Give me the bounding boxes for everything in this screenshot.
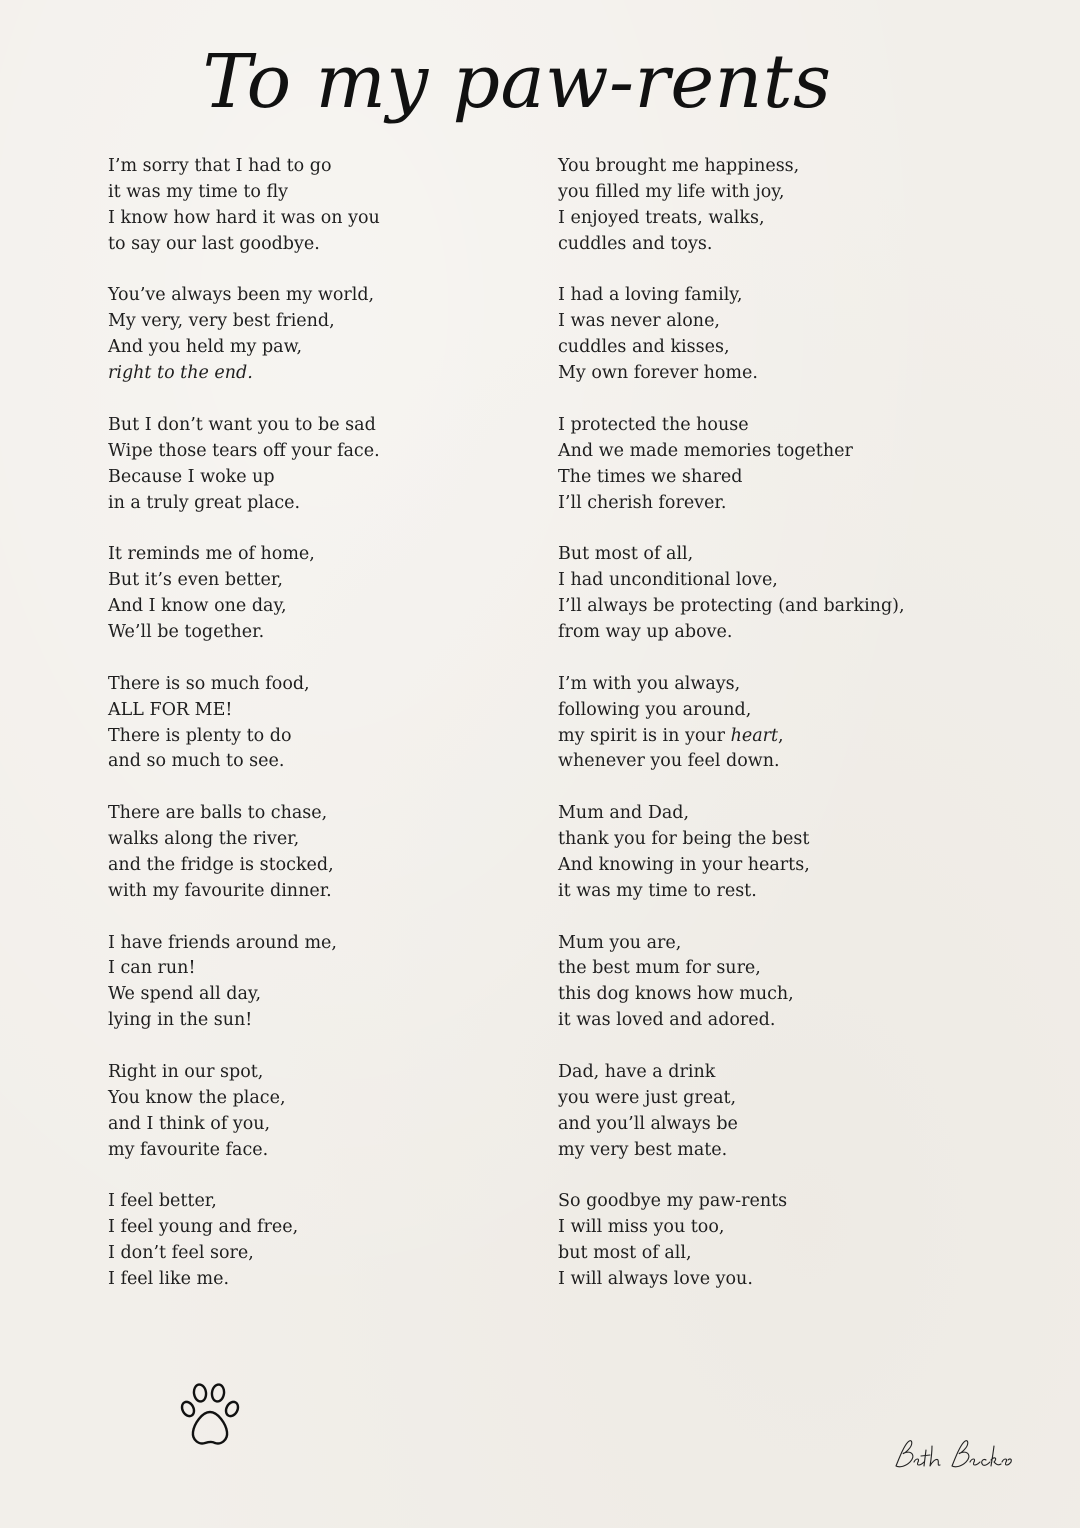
poem-line: You brought me happiness, (558, 156, 800, 176)
stanza (108, 672, 548, 776)
stanza (558, 672, 958, 776)
poem-line: But most of all, (558, 544, 694, 565)
poem-line: and you’ll always be (558, 1113, 738, 1134)
stanza (558, 801, 958, 905)
poem-line: I will always love you. (558, 1269, 753, 1290)
stanza (108, 542, 548, 646)
poem-line: I have friends around me, (108, 932, 337, 953)
poem-line: I had a loving family, (558, 285, 743, 306)
poem-line: And I know one day, (108, 596, 287, 617)
poem-line: There are balls to chase, (108, 803, 328, 824)
poem-line: And you held my paw, (108, 337, 303, 358)
poem-line: I don’t feel sore, (108, 1243, 254, 1264)
poem-line: So goodbye my paw-rents (558, 1191, 788, 1212)
right-column (558, 154, 958, 1319)
poem-line: my very best mate. (558, 1139, 728, 1160)
poem-line: it was my time to rest. (558, 880, 757, 901)
poem-line: it was loved and adored. (558, 1010, 776, 1031)
poem-line: but most of all, (558, 1243, 692, 1264)
poem-line: following you around, (558, 699, 752, 720)
stanza (108, 1060, 548, 1164)
poem-line: in a truly great place. (108, 492, 301, 513)
poem-line: Wipe those tears off your face. (108, 440, 380, 461)
stanza (558, 413, 958, 517)
stanza (108, 283, 548, 387)
poem-line: I can run! (108, 958, 196, 979)
poem-line: I know how hard it was on you (108, 207, 380, 228)
poem-line: But it’s even better, (108, 570, 283, 591)
poem-line: And knowing in your hearts, (558, 854, 810, 875)
poem-line: I will miss you too, (558, 1217, 725, 1238)
stanza (108, 1189, 548, 1293)
poem-line: You’ve always been my world, (108, 285, 375, 306)
poem-line: Dad, have a drink (558, 1061, 716, 1082)
poem-line: My own forever home. (558, 363, 758, 384)
poem-line: There is so much food, (108, 673, 310, 694)
stanza (558, 1060, 958, 1164)
poem-line: I feel young and free, (108, 1217, 299, 1238)
poem-line: thank you for being the best (558, 829, 810, 850)
stanza (558, 283, 958, 387)
poem-line: to say our last goodbye. (108, 233, 320, 254)
paw-print-icon (180, 1382, 244, 1448)
poem-line: cuddles and toys. (558, 233, 713, 254)
poem-line: this dog knows how much, (558, 984, 794, 1005)
poem-line: cuddles and kisses, (558, 337, 730, 358)
poem-line: walks along the river, (108, 829, 300, 850)
poem-line: I’ll always be protecting (and barking), (558, 596, 905, 617)
poem-line: it was my time to fly (108, 181, 289, 202)
poem-line: ALL FOR ME! (108, 699, 233, 720)
left-column (108, 154, 548, 1319)
poem-line: I had unconditional love, (558, 570, 778, 591)
poem-line: you were just great, (558, 1087, 737, 1108)
poem-line: my favourite face. (108, 1139, 269, 1160)
poem-line: right to the end. (108, 363, 253, 384)
poem-line: from way up above. (558, 621, 733, 642)
poem-line: There is plenty to do (108, 725, 292, 746)
poem-line: Right in our spot, (108, 1061, 264, 1082)
poem-line: Because I woke up (108, 466, 275, 487)
poem-line: and the fridge is stocked, (108, 854, 334, 875)
poem-line: You know the place, (108, 1087, 286, 1108)
poem-line: I was never alone, (558, 311, 720, 332)
stanza (108, 154, 548, 258)
poem-line: I’m with you always, (558, 673, 741, 694)
stanza (108, 931, 548, 1035)
stanza (108, 801, 548, 905)
poem-line: We’ll be together. (108, 621, 265, 642)
poem-line: and I think of you, (108, 1113, 271, 1134)
poem-line: But I don’t want you to be sad (108, 414, 376, 435)
stanza (558, 154, 958, 258)
poem-line: I protected the house (558, 414, 749, 435)
poem-line: It reminds me of home, (108, 544, 315, 565)
poem-line: I feel like me. (108, 1269, 230, 1290)
poem-line: The times we shared (558, 466, 743, 487)
poem-line: my spirit is in your heart, (558, 725, 784, 746)
poem-line: Mum you are, (558, 932, 682, 953)
stanza (558, 1189, 958, 1293)
stanza (558, 931, 958, 1035)
poem-line: whenever you feel down. (558, 751, 780, 772)
stanza (558, 542, 958, 646)
poem-line: And we made memories together (558, 440, 853, 461)
poem-line: with my favourite dinner. (108, 880, 332, 901)
poem-line: and so much to see. (108, 751, 285, 772)
poem-line: I feel better, (108, 1191, 217, 1212)
poem-line: I’ll cherish forever. (558, 492, 727, 513)
artist-signature (890, 1436, 1014, 1476)
poem-line: Mum and Dad, (558, 803, 690, 824)
poem-line: My very, very best friend, (108, 311, 335, 332)
poem-title: To my paw-rents (202, 39, 832, 125)
stanza (108, 413, 548, 517)
poem-line: you filled my life with joy, (558, 181, 785, 202)
poem-line: I’m sorry that I had to go (108, 156, 332, 176)
poem-line: I enjoyed treats, walks, (558, 207, 765, 228)
poem-line: We spend all day, (108, 984, 262, 1005)
poem-line: the best mum for sure, (558, 958, 761, 979)
poem-line: lying in the sun! (108, 1010, 253, 1031)
